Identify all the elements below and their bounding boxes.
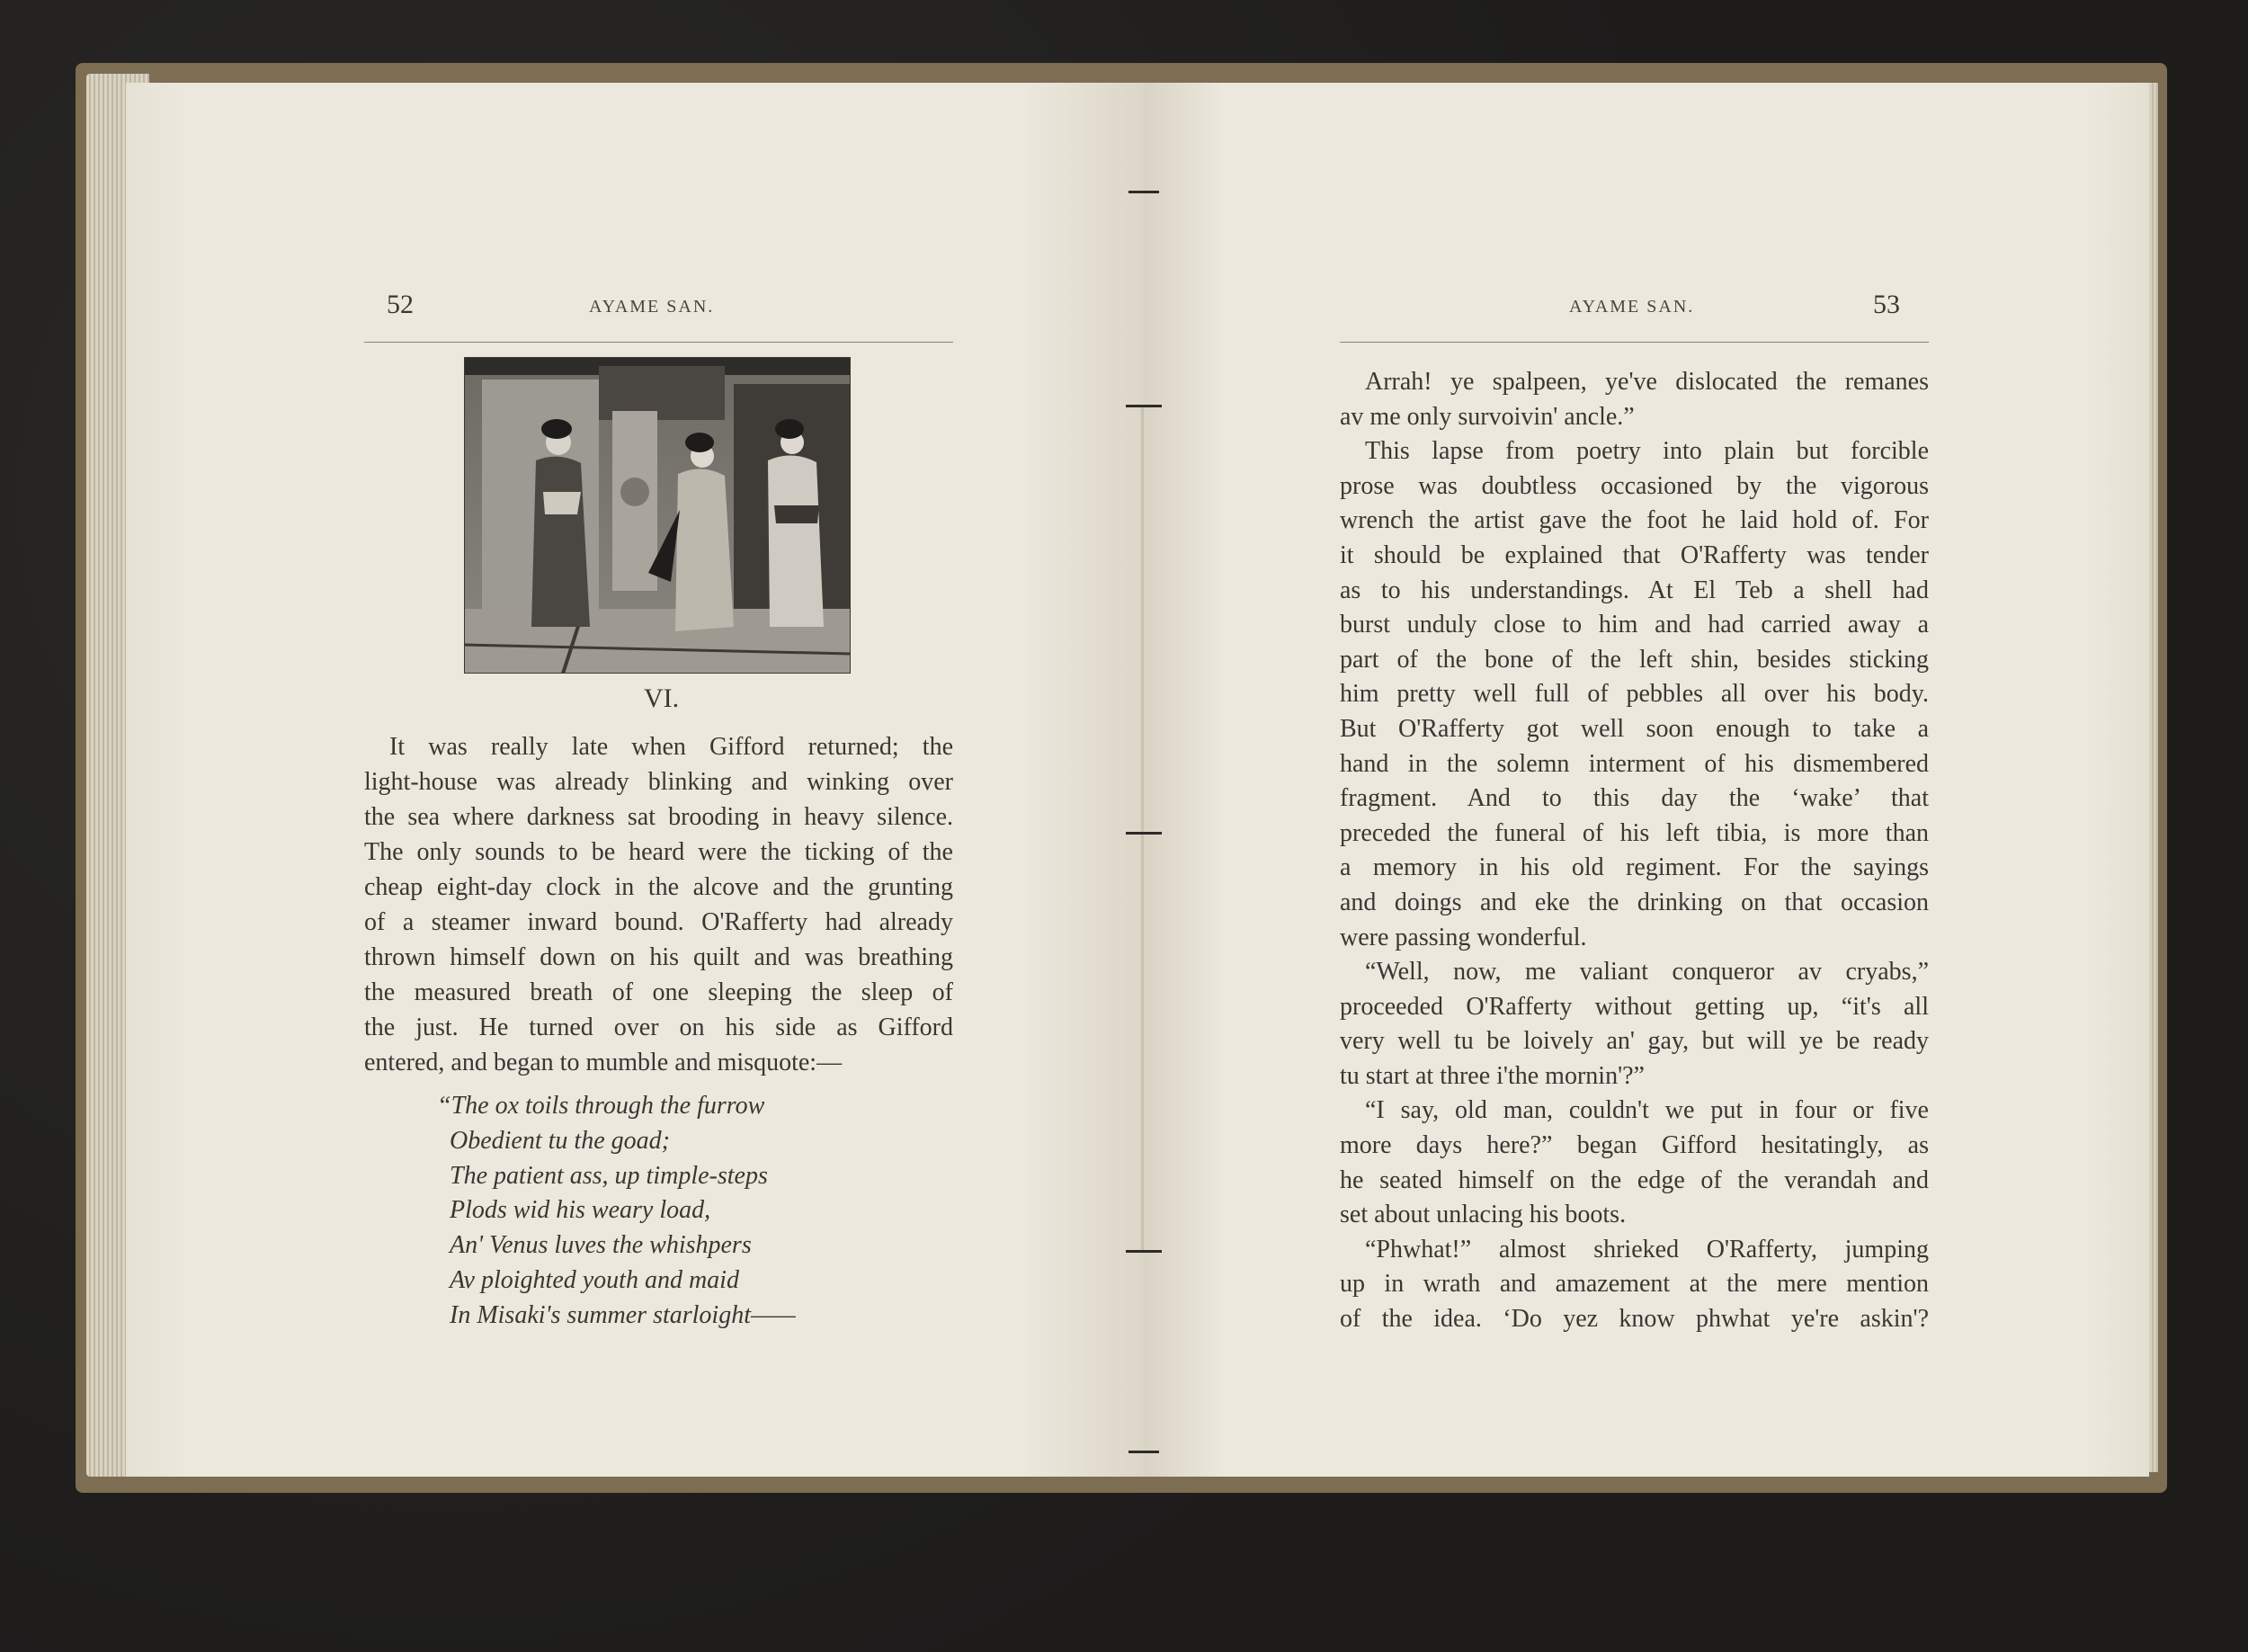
text-line: But O'Rafferty got well soon enough to take a <box>1340 714 1929 743</box>
text-line: it should be explained that O'Rafferty was tender <box>1340 540 1929 569</box>
poem-line: Av ploighted youth and maid <box>450 1265 739 1294</box>
text-line: and doings and eke the drinking on that occasion <box>1340 888 1929 916</box>
text-line: he seated himself on the edge of the verandah and <box>1340 1165 1929 1194</box>
poem-line: Obedient tu the goad; <box>450 1126 670 1155</box>
text-line: a memory in his old regiment. For the sayings <box>1340 853 1929 882</box>
binding-stitch <box>1126 405 1162 407</box>
text-line: thrown himself down on his quilt and was breathing <box>364 943 953 971</box>
text-line: preceded the funeral of his left tibia, is more than <box>1340 818 1929 847</box>
text-line: light-house was already blinking and winking over <box>364 768 953 796</box>
text-line: prose was doubtless occasioned by the vigorous <box>1340 471 1929 500</box>
text-line: The only sounds to be heard were the ticking of the <box>364 838 953 866</box>
binding-stitch <box>1126 1250 1162 1253</box>
text-line: of the idea. ‘Do yez know phwhat ye're askin'? <box>1340 1305 1929 1334</box>
text-line: of a steamer inward bound. O'Rafferty had already <box>364 908 953 936</box>
text-line: cheap eight-day clock in the alcove and the grunting <box>364 873 953 901</box>
text-line: the measured breath of one sleeping the sleep of <box>364 978 953 1006</box>
binding-thread <box>1141 406 1144 1251</box>
header-rule <box>364 342 953 343</box>
text-line: hand in the solemn interment of his dismembered <box>1340 749 1929 778</box>
text-line: up in wrath and amazement at the mere mention <box>1340 1270 1929 1299</box>
page-number: 52 <box>387 290 414 319</box>
text-line: tu start at three i'the mornin'?” <box>1340 1061 1645 1090</box>
text-line: entered, and began to mumble and misquote:— <box>364 1049 843 1076</box>
text-line: set about unlacing his boots. <box>1340 1201 1627 1229</box>
text-line: the sea where darkness sat brooding in heavy silence. <box>364 803 953 831</box>
poem-line: The patient ass, up timple-steps <box>450 1161 768 1190</box>
text-line: fragment. And to this day the ‘wake’ that <box>1340 784 1929 813</box>
poem-line: Plods wid his weary load, <box>450 1196 711 1225</box>
text-line: This lapse from poetry into plain but forcible <box>1365 437 1929 466</box>
text-line: It was really late when Gifford returned; the <box>389 733 953 761</box>
left-body-text <box>364 729 953 1080</box>
binding-stitch <box>1126 832 1162 835</box>
binding-stitch <box>1128 1451 1159 1453</box>
page-number: 53 <box>1873 290 1900 319</box>
text-line: more days here?” began Gifford hesitatingly, as <box>1340 1131 1929 1160</box>
running-head: AYAME SAN. <box>1569 297 1695 317</box>
text-line: “Well, now, me valiant conqueror av cryabs,” <box>1365 958 1929 987</box>
text-line: burst unduly close to him and had carried away a <box>1340 611 1929 639</box>
text-line: as to his understandings. At El Teb a shell had <box>1340 576 1929 604</box>
geisha-photograph <box>464 357 851 674</box>
poem-line: “The ox toils through the furrow <box>437 1092 765 1120</box>
text-line: part of the bone of the left shin, besides sticking <box>1340 645 1929 674</box>
text-line: “Phwhat!” almost shrieked O'Rafferty, jumping <box>1365 1235 1929 1264</box>
chapter-number: VI. <box>644 683 680 713</box>
text-line: very well tu be loively an' gay, but will ye be ready <box>1340 1027 1929 1056</box>
text-line: wrench the artist gave the foot he laid hold of. For <box>1340 506 1929 535</box>
text-line: av me only survoivin' ancle.” <box>1340 402 1635 431</box>
text-line: proceeded O'Rafferty without getting up, “it's all <box>1340 992 1929 1021</box>
text-line: Arrah! ye spalpeen, ye've dislocated the remanes <box>1365 368 1929 396</box>
text-line: him pretty well full of pebbles all over his body. <box>1340 680 1929 709</box>
text-line: the just. He turned over on his side as Gifford <box>364 1014 953 1041</box>
running-head: AYAME SAN. <box>589 297 715 317</box>
poem-verse <box>437 1089 796 1334</box>
poem-line: In Misaki's summer starloight—— <box>450 1300 796 1329</box>
header-rule <box>1340 342 1929 343</box>
right-body-text <box>1340 365 1929 1337</box>
text-line: “I say, old man, couldn't we put in four or five <box>1365 1096 1929 1125</box>
binding-stitch <box>1128 191 1159 193</box>
text-line: were passing wonderful. <box>1340 923 1587 951</box>
poem-line: An' Venus luves the whishpers <box>450 1231 752 1260</box>
